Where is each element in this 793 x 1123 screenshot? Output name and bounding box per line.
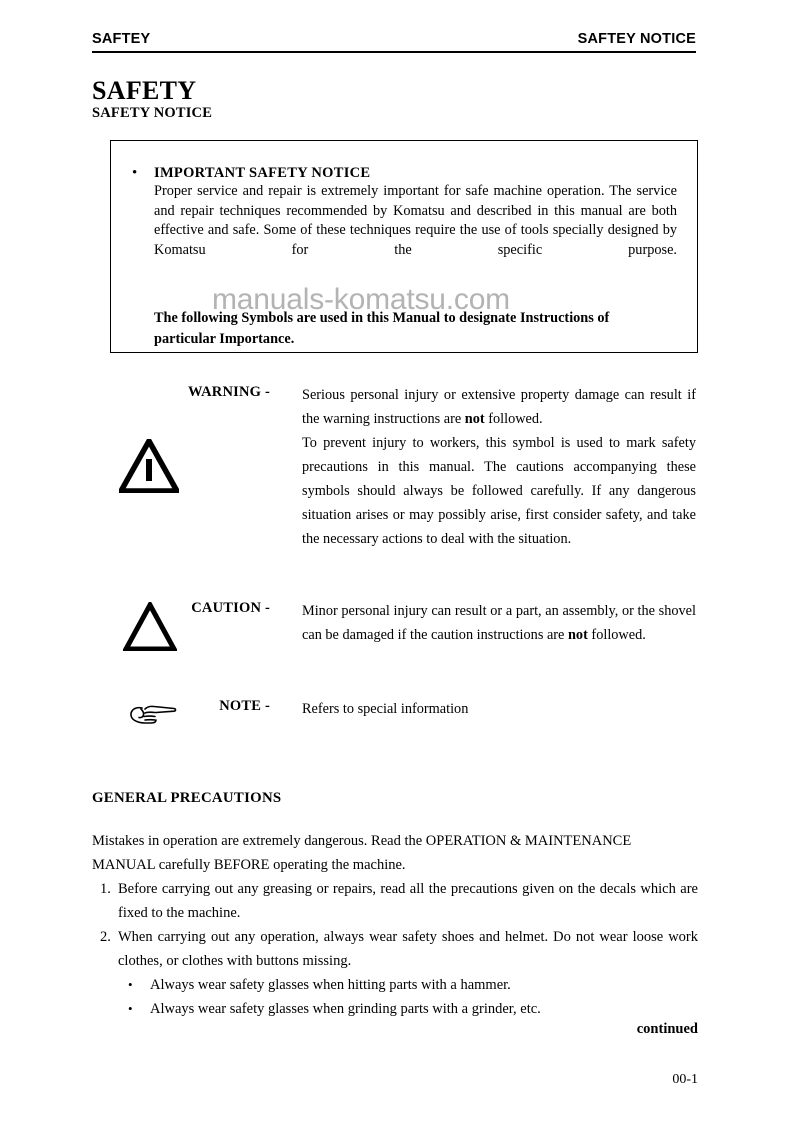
notice-emphasis-line-2: particular Importance. bbox=[154, 330, 295, 347]
note-text-content: Refers to special information bbox=[302, 701, 469, 717]
list-item bbox=[128, 997, 698, 1021]
list-item bbox=[92, 877, 698, 925]
running-header bbox=[92, 31, 696, 47]
important-safety-notice-box bbox=[110, 140, 698, 353]
warning-text bbox=[302, 383, 696, 431]
warning-text-part-2: followed. bbox=[484, 411, 543, 427]
notice-emphasis-line-1: The following Symbols are used in this Manual to designate Instructions of bbox=[154, 309, 610, 326]
site-watermark: manuals-komatsu.com bbox=[212, 283, 510, 316]
list-item-number: 2. bbox=[100, 929, 111, 945]
list-item bbox=[92, 925, 698, 973]
general-precautions-heading: GENERAL PRECAUTIONS bbox=[92, 790, 282, 806]
caution-text bbox=[302, 599, 696, 647]
general-precautions-list bbox=[92, 877, 698, 1021]
intro-line-2: MANUAL carefully BEFORE operating the machine. bbox=[92, 857, 406, 873]
running-header-right: SAFTEY NOTICE bbox=[577, 31, 696, 47]
running-header-left: SAFTEY bbox=[92, 31, 151, 47]
bullet-icon: • bbox=[128, 1001, 133, 1016]
list-item-text: Before carrying out any greasing or repairs, read all the precautions given on the decals which are fixed to the machine. bbox=[118, 881, 698, 921]
page-subtitle: SAFETY NOTICE bbox=[92, 105, 213, 121]
page-title: SAFETY bbox=[92, 76, 197, 105]
warning-label: WARNING - bbox=[188, 384, 270, 400]
notice-content bbox=[132, 165, 677, 350]
header-rule bbox=[92, 51, 696, 53]
list-item bbox=[128, 973, 698, 997]
note-label: NOTE - bbox=[219, 698, 270, 714]
notice-emphasis bbox=[154, 308, 677, 350]
caution-text-bold: not bbox=[567, 627, 588, 643]
page-number: 00-1 bbox=[672, 1072, 698, 1087]
note-text bbox=[302, 697, 696, 721]
general-precautions-sublist bbox=[128, 973, 698, 1021]
general-precautions-intro bbox=[92, 829, 696, 877]
caution-label: CAUTION - bbox=[191, 600, 270, 616]
continued-label: continued bbox=[636, 1021, 698, 1037]
list-item-number: 1. bbox=[100, 881, 111, 897]
caution-text-part-2: followed. bbox=[587, 627, 646, 643]
notice-paragraph: Proper service and repair is extremely important for safe machine operation. The service and repair techniques recommended by Komatsu and described in this manual are both effective and safe. Some of these techniques require the use of tools specially designed by Komatsu for the specific purpose. bbox=[154, 183, 677, 258]
intro-line-1: Mistakes in operation are extremely dangerous. Read the OPERATION & MAINTENANCE bbox=[92, 833, 632, 849]
sublist-item-text: Always wear safety glasses when hitting parts with a hammer. bbox=[150, 977, 511, 993]
sublist-item-text: Always wear safety glasses when grinding parts with a grinder, etc. bbox=[150, 1001, 541, 1017]
list-item-text: When carrying out any operation, always wear safety shoes and helmet. Do not wear loose work clothes, or clothes with buttons missing. bbox=[118, 929, 698, 969]
warning-text-part-1: Serious personal injury or extensive property damage can result if the warning instructions are bbox=[302, 387, 696, 427]
caution-text-part-1: Minor personal injury can result or a part, an assembly, or the shovel can be damaged if the caution instructions are bbox=[302, 603, 696, 643]
bullet-icon: • bbox=[128, 977, 133, 992]
warning-text-bold: not bbox=[464, 411, 485, 427]
notice-heading-row bbox=[132, 165, 677, 182]
warning-triangle-icon bbox=[119, 439, 179, 493]
bullet-icon: • bbox=[132, 165, 138, 181]
notice-heading: IMPORTANT SAFETY NOTICE bbox=[154, 165, 371, 181]
warning-text-secondary: To prevent injury to workers, this symbol is used to mark safety precautions in this manual. The cautions accompanying these symbols should always be followed carefully. If any dangerous situation arises or may possibly arise, first consider safety, and take the necessary actions to deal with the situation. bbox=[302, 435, 696, 547]
